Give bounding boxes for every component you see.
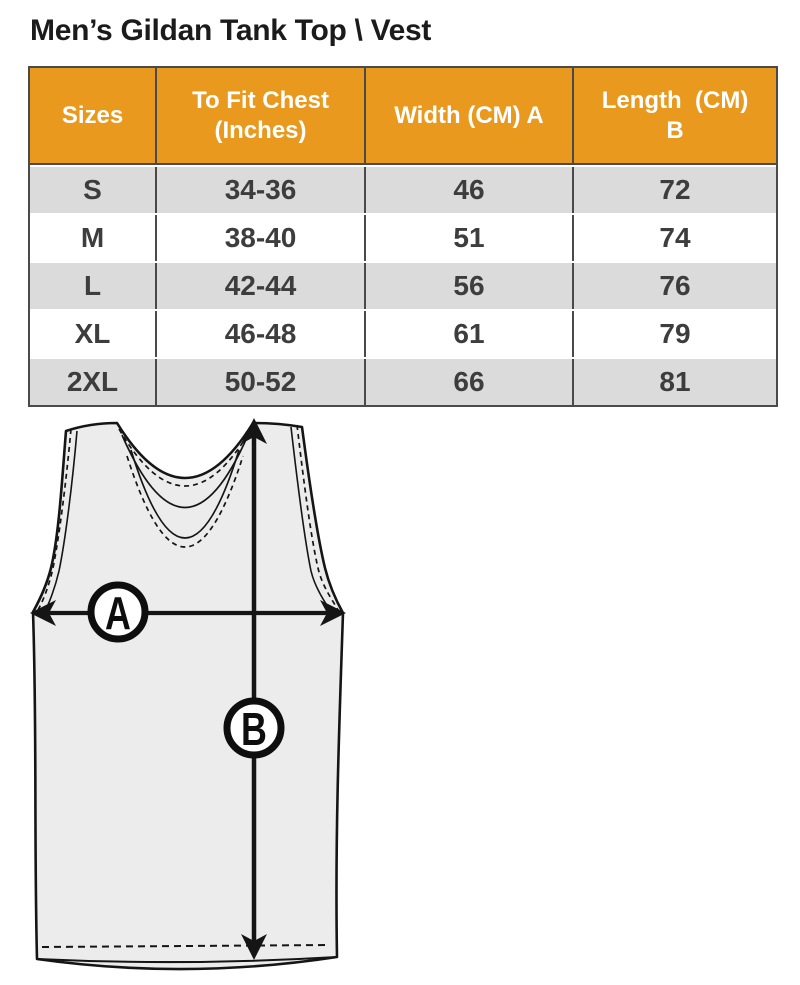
- length-cell: 79: [572, 311, 776, 357]
- width-cell: 46: [364, 167, 572, 213]
- header-label: Sizes: [61, 101, 124, 129]
- width-label: A: [105, 587, 131, 640]
- length-cell: 81: [572, 359, 776, 405]
- length-cell: 76: [572, 263, 776, 309]
- table-row: [30, 261, 776, 309]
- size-cell: M: [80, 222, 105, 253]
- header-sizes: [30, 68, 155, 163]
- size-cell: XL: [74, 318, 111, 349]
- size-chart-table: [28, 66, 778, 407]
- width-cell: 56: [364, 263, 572, 309]
- table-row: [30, 165, 776, 213]
- chest-cell: 34-36: [155, 167, 364, 213]
- size-cell: 2XL: [66, 366, 119, 397]
- table-header-row: [30, 68, 776, 165]
- length-cell: 72: [572, 167, 776, 213]
- header-label: (Inches): [214, 116, 307, 144]
- header-label: Width (CM) A: [394, 101, 544, 129]
- table-row: [30, 309, 776, 357]
- width-cell: 61: [364, 311, 572, 357]
- header-length: [572, 68, 776, 163]
- header-label: To Fit Chest: [192, 86, 329, 114]
- width-cell: 66: [364, 359, 572, 405]
- chest-cell: 46-48: [155, 311, 364, 357]
- size-cell: L: [83, 270, 102, 301]
- table-row: [30, 357, 776, 405]
- width-cell: 51: [364, 215, 572, 261]
- tank-top-measurement-diagram: [18, 410, 358, 985]
- chest-cell: 50-52: [155, 359, 364, 405]
- chest-cell: 42-44: [155, 263, 364, 309]
- length-cell: 74: [572, 215, 776, 261]
- chest-cell: 38-40: [155, 215, 364, 261]
- size-cell: S: [83, 174, 102, 205]
- header-label: Length (CM): [601, 86, 749, 114]
- header-chest: [155, 68, 364, 163]
- header-label: B: [666, 116, 684, 144]
- header-width: [364, 68, 572, 163]
- table-row: [30, 213, 776, 261]
- tank-top-outline: [33, 423, 343, 969]
- length-label: B: [241, 703, 267, 756]
- page-title: Men’s Gildan Tank Top \ Vest: [30, 14, 432, 47]
